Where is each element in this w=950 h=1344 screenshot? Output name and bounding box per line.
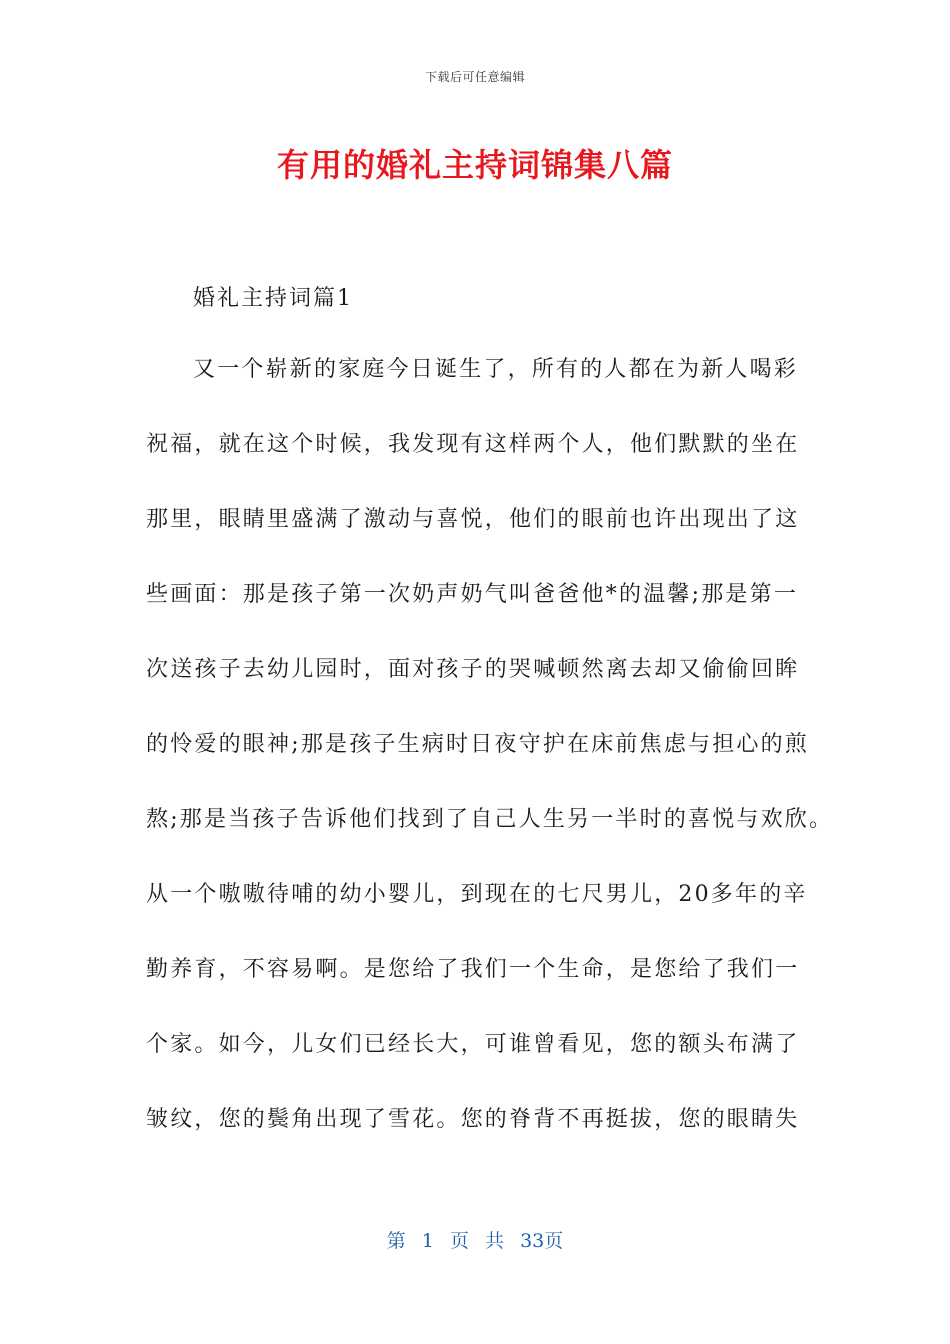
body-line: 那里，眼睛里盛满了激动与喜悦，他们的眼前也许出现出了这 bbox=[146, 507, 800, 532]
body-line: 的怜爱的眼神;那是孩子生病时日夜守护在床前焦虑与担心的煎 bbox=[146, 732, 810, 757]
header-note: 下载后可任意编辑 bbox=[424, 70, 525, 84]
document-title: 有用的婚礼主持词锦集八篇 bbox=[276, 146, 673, 184]
body-line: 祝福，就在这个时候，我发现有这样两个人，他们默默的坐在 bbox=[146, 432, 800, 457]
body-line: 次送孩子去幼儿园时，面对孩子的哭喊顿然离去却又偷偷回眸 bbox=[146, 657, 800, 682]
body-line: 个家。如今，儿女们已经长大，可谁曾看见，您的额头布满了 bbox=[146, 1032, 800, 1057]
body-line: 从一个嗷嗷待哺的幼小婴儿，到现在的七尺男儿，20多年的辛 bbox=[146, 882, 808, 907]
body-line: 又一个崭新的家庭今日诞生了，所有的人都在为新人喝彩 bbox=[193, 357, 799, 382]
page-mid: 页 bbox=[449, 1230, 469, 1252]
section-heading: 婚礼主持词篇1 bbox=[193, 286, 353, 311]
page-current: 1 bbox=[421, 1230, 434, 1252]
body-line: 皱纹，您的鬓角出现了雪花。您的脊背不再挺拔，您的眼睛失 bbox=[146, 1107, 800, 1132]
page-prefix: 第 bbox=[386, 1230, 406, 1252]
body-line: 熬;那是当孩子告诉他们找到了自己人生另一半时的喜悦与欢欣。 bbox=[146, 807, 834, 832]
page-total-prefix: 共 bbox=[485, 1230, 505, 1252]
page-indicator bbox=[0, 1226, 950, 1253]
page-total: 33页 bbox=[520, 1230, 564, 1252]
body-line: 勤养育，不容易啊。是您给了我们一个生命，是您给了我们一 bbox=[146, 957, 800, 982]
body-line: 些画面：那是孩子第一次奶声奶气叫爸爸他*的温馨;那是第一 bbox=[146, 582, 799, 607]
